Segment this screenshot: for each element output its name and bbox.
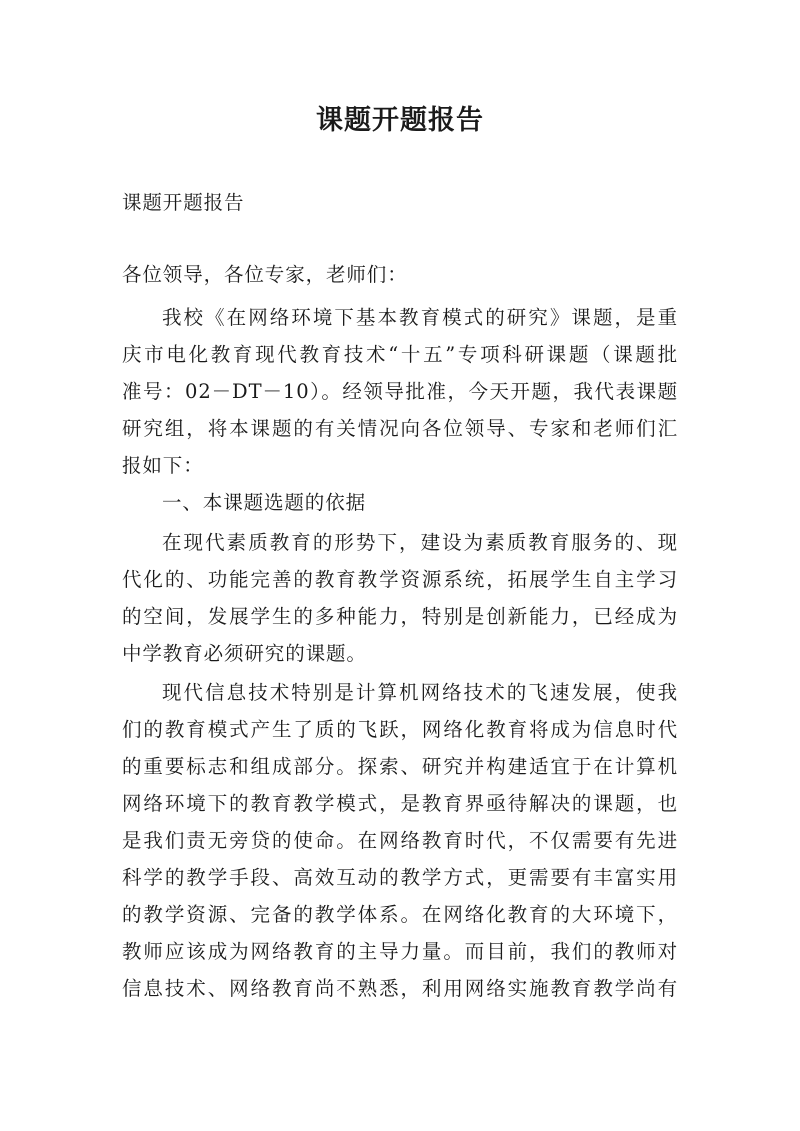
paragraph-line: 现代信息技术特别是计算机网络技术的飞速发展，使我 <box>162 681 678 704</box>
paragraph-line: 中学教育必须研究的课题。 <box>122 642 367 665</box>
section-heading: 一、本课题选题的依据 <box>162 491 367 514</box>
paragraph-line: 信息技术、网络教育尚不熟悉，利用网络实施教育教学尚有 <box>122 977 678 1000</box>
paragraph-line: 我校《在网络环境下基本教育模式的研究》课题，是重 <box>162 306 678 329</box>
paragraph-line: 的教学资源、完备的教学体系。在网络化教育的大环境下， <box>122 903 678 926</box>
paragraph-line: 教师应该成为网络教育的主导力量。而目前，我们的教师对 <box>122 940 678 963</box>
paragraph-line: 代化的、功能完善的教育教学资源系统，拓展学生自主学习 <box>122 568 678 591</box>
paragraph-line: 在现代素质教育的形势下，建设为素质教育服务的、现 <box>162 531 678 554</box>
paragraph-line: 的空间，发展学生的多种能力，特别是创新能力，已经成为 <box>122 605 678 628</box>
paragraph-line: 网络环境下的教育教学模式，是教育界亟待解决的课题，也 <box>122 792 678 815</box>
salutation: 各位领导，各位专家，老师们： <box>122 263 408 286</box>
document-subtitle: 课题开题报告 <box>122 191 245 214</box>
paragraph-line: 们的教育模式产生了质的飞跃，网络化教育将成为信息时代 <box>122 718 678 741</box>
paragraph-line: 科学的教学手段、高效互动的教学方式，更需要有丰富实用 <box>122 866 678 889</box>
paragraph-line: 研究组，将本课题的有关情况向各位领导、专家和老师们汇 <box>122 417 678 440</box>
paragraph-line: 的重要标志和组成部分。探索、研究并构建适宜于在计算机 <box>122 755 678 778</box>
document-title: 课题开题报告 <box>316 105 484 136</box>
paragraph-line: 是我们责无旁贷的使命。在网络教育时代，不仅需要有先进 <box>122 829 678 852</box>
paragraph-line: 庆市电化教育现代教育技术“十五”专项科研课题（课题批 <box>122 343 678 366</box>
paragraph-line: 准号：02－DT－10）。经领导批准，今天开题，我代表课题 <box>122 380 678 403</box>
paragraph-line: 报如下： <box>122 454 204 477</box>
